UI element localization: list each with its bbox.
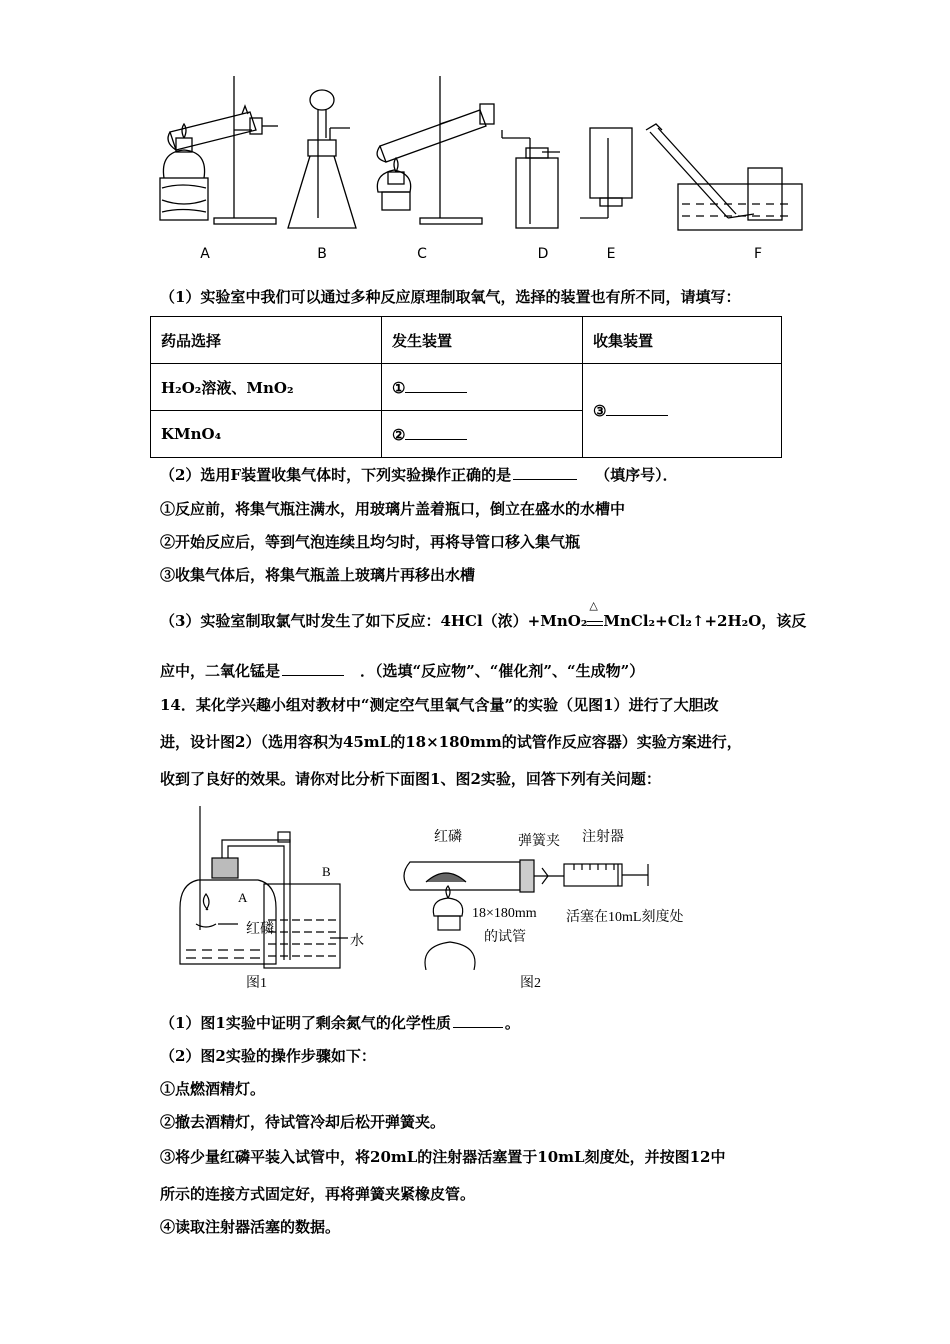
fig2-label-phosphorus: 红磷	[434, 830, 462, 845]
fig2-caption: 图2	[520, 976, 541, 991]
heat-symbol: △	[589, 599, 598, 612]
table-header: 收集装置	[583, 317, 782, 364]
figure-1	[160, 800, 380, 1000]
q2-stem-text: （2）选用F装置收集气体时，下列实验操作正确的是	[160, 466, 512, 484]
q1-intro: （1）实验室中我们可以通过多种反应原理制取氧气，选择的装置也有所不同，请填写：	[160, 288, 741, 306]
table-header: 发生装置	[382, 317, 583, 364]
q3-line2	[160, 660, 644, 681]
q2-option-1: ①反应前，将集气瓶注满水，用玻璃片盖着瓶口，倒立在盛水的水槽中	[160, 500, 626, 518]
q3-line1	[160, 599, 807, 631]
answer-blank-q2[interactable]	[513, 465, 577, 480]
q3-equation-right: MnCl₂+Cl₂↑+2H₂O，该反	[603, 612, 807, 630]
q3-line2-b: ．（选填“反应物”、“催化剂”、“生成物”）	[360, 662, 645, 680]
sub-q1-text: （1）图1实验中证明了剩余氮气的化学性质	[160, 1014, 451, 1032]
q3-line2-a: 应中，二氧化锰是	[160, 662, 281, 680]
apparatus-b	[288, 90, 356, 228]
apparatus-label-b: B	[317, 246, 327, 262]
step-3b: 所示的连接方式固定好，再将弹簧夹紧橡皮管。	[160, 1185, 476, 1203]
fig2-label-tube: 的试管	[484, 930, 526, 945]
q3-equation-left: （3）实验室制取氯气时发生了如下反应：4HCl（浓）+MnO₂	[160, 612, 588, 630]
apparatus-label-e: E	[606, 246, 616, 262]
apparatus-label-d: D	[537, 246, 549, 262]
fig1-label-b: B	[322, 864, 331, 879]
reaction-condition	[587, 599, 603, 626]
apparatus-label-f: F	[753, 246, 763, 262]
apparatus-f	[646, 124, 802, 230]
fig1-label-phosphorus: 红磷	[246, 922, 274, 937]
step-4: ④读取注射器活塞的数据。	[160, 1218, 341, 1236]
table-cell-collect	[583, 364, 782, 458]
fig1-label-water: 水	[350, 934, 364, 949]
apparatus-a	[160, 76, 278, 224]
answer-blank-sub1[interactable]	[453, 1013, 503, 1028]
step-2: ②撤去酒精灯，待试管冷却后松开弹簧夹。	[160, 1113, 446, 1131]
table-cell-gen	[382, 411, 583, 458]
fig1-caption: 图1	[246, 976, 267, 991]
table-cell-drug: KMnO₄	[151, 411, 382, 458]
q2-option-2: ②开始反应后，等到气泡连续且均匀时，再将导管口移入集气瓶	[160, 533, 581, 551]
fig2-label-piston: 活塞在10mL刻度处	[566, 910, 684, 925]
fig2-label-tube-size: 18×180mm	[472, 906, 537, 921]
answer-blank-1[interactable]	[405, 378, 467, 393]
fig1-label-a: A	[238, 890, 248, 905]
answer-blank-2[interactable]	[405, 425, 467, 440]
q14-line3: 收到了良好的效果。请你对比分析下面图1、图2实验，回答下列有关问题：	[160, 770, 661, 788]
step-3a: ③将少量红磷平装入试管中，将20mL的注射器活塞置于10mL刻度处，并按图12中	[160, 1148, 726, 1166]
sub-q2: （2）图2实验的操作步骤如下：	[160, 1047, 376, 1065]
step-1: ①点燃酒精灯。	[160, 1080, 266, 1098]
q2-stem	[160, 464, 678, 485]
apparatus-c	[377, 76, 494, 224]
sub-q1	[160, 1012, 520, 1033]
apparatus-d	[502, 130, 560, 228]
reagent-table	[150, 316, 782, 458]
apparatus-label-a: A	[200, 246, 210, 262]
apparatus-e	[580, 128, 632, 218]
answer-blank-3[interactable]	[606, 401, 668, 416]
blank-label: ①	[392, 378, 406, 397]
q2-option-3: ③收集气体后，将集气瓶盖上玻璃片再移出水槽	[160, 566, 476, 584]
blank-label: ③	[593, 402, 607, 420]
table-header: 药品选择	[151, 317, 382, 364]
q2-suffix: （填序号）．	[595, 466, 678, 484]
apparatus-label-c: C	[417, 246, 427, 262]
q14-line1: 14．某化学兴趣小组对教材中“测定空气里氧气含量”的实验（见图1）进行了大胆改	[160, 696, 719, 714]
table-cell-drug: H₂O₂溶液、MnO₂	[151, 364, 382, 411]
apparatus-figure	[150, 68, 810, 268]
table-cell-gen	[382, 364, 583, 411]
answer-blank-q3[interactable]	[282, 661, 344, 676]
sub-q1-end: 。	[504, 1014, 520, 1032]
fig2-label-clamp: 弹簧夹	[518, 834, 560, 849]
fig2-label-syringe: 注射器	[582, 830, 624, 845]
q14-line2: 进，设计图2）（选用容积为45mL的18×180mm的试管作反应容器）实验方案进行，	[160, 733, 742, 751]
blank-label: ②	[392, 425, 406, 444]
